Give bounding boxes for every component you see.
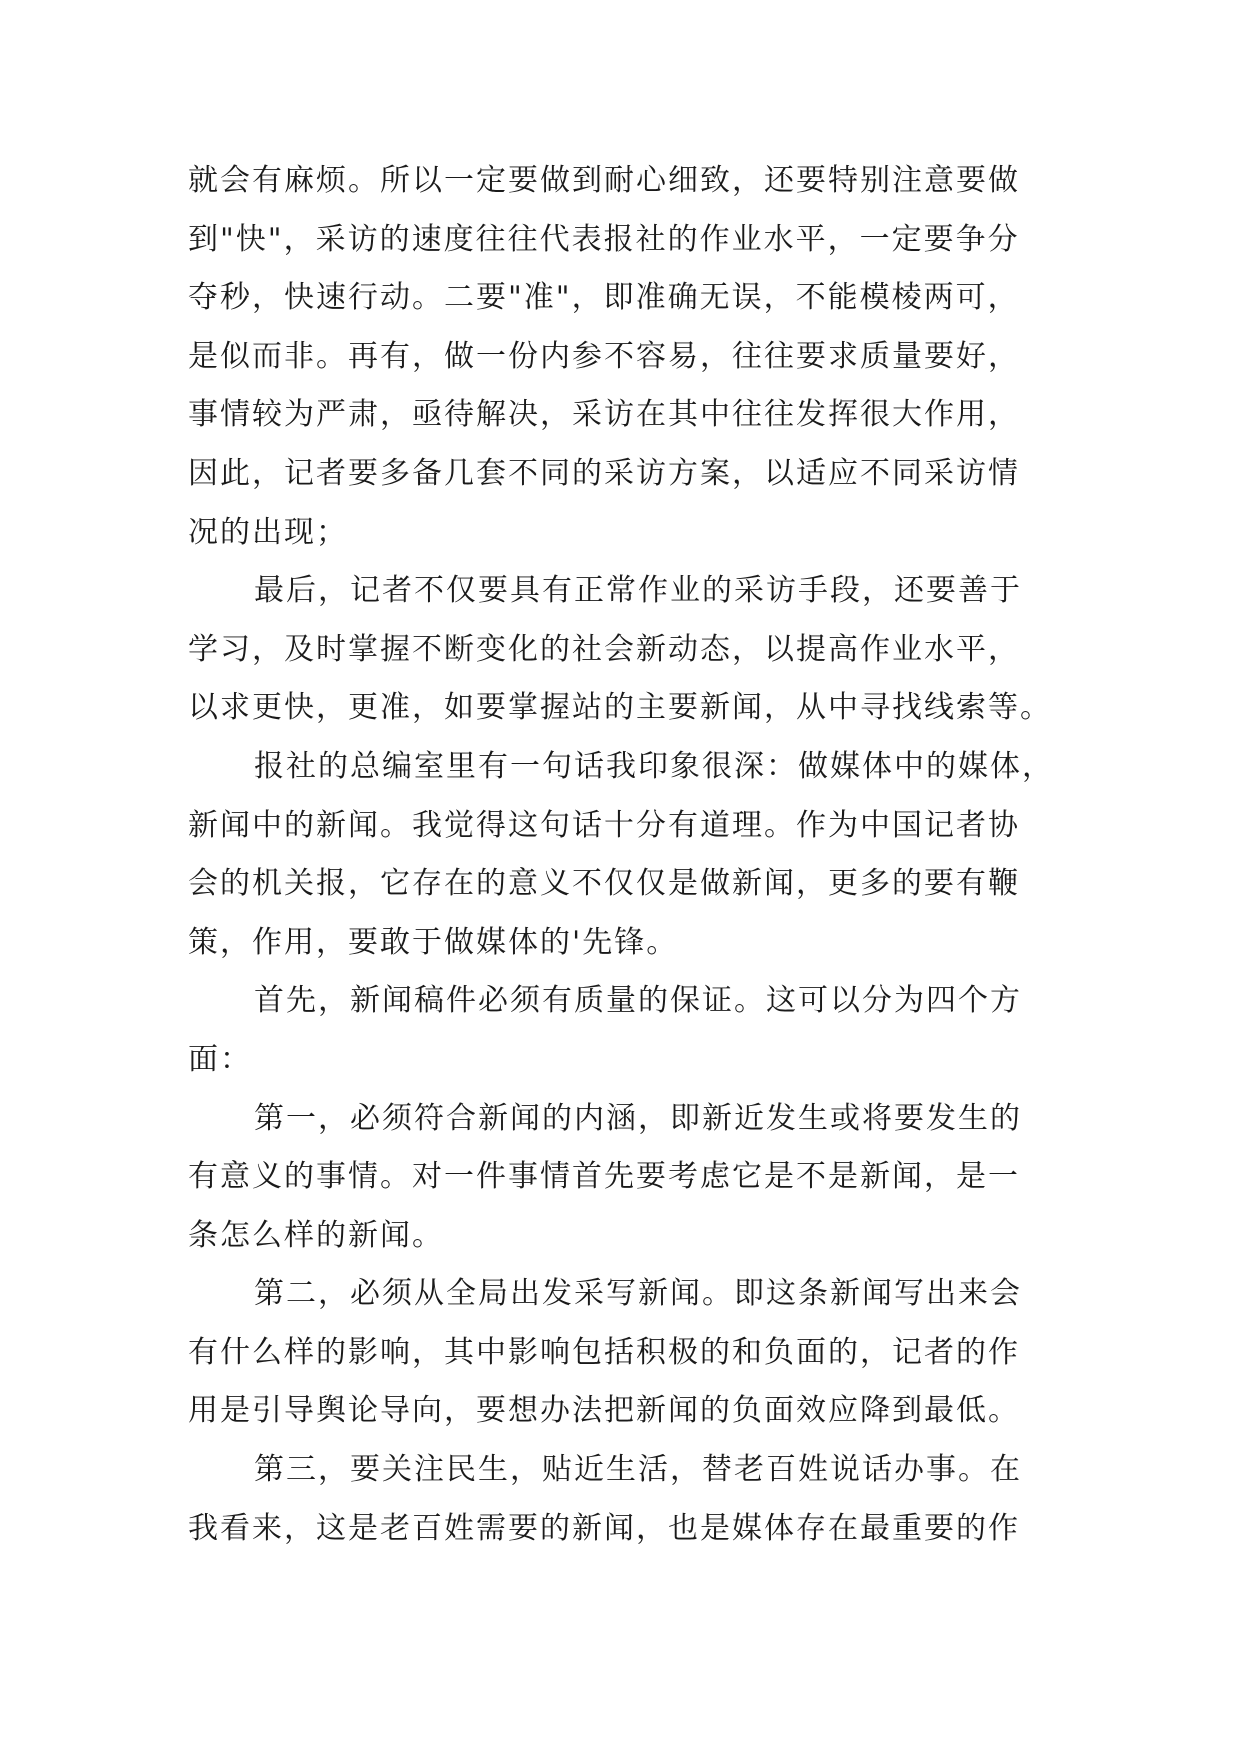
text-line: 新闻中的新闻。我觉得这句话十分有道理。作为中国记者协 (188, 807, 1020, 843)
text-line: 学习，及时掌握不断变化的社会新动态，以提高作业水平， (188, 631, 1020, 667)
text-line: 用是引导舆论导向，要想办法把新闻的负面效应降到最低。 (188, 1393, 1020, 1429)
text-line: 以求更快，更准，如要掌握站的主要新闻，从中寻找线索等。 (188, 690, 1052, 726)
text-line: 到"快"，采访的速度往往代表报社的作业水平，一定要争分 (188, 221, 1020, 257)
text-line: 第二，必须从全局出发采写新闻。即这条新闻写出来会 (254, 1276, 1022, 1312)
document-body (188, 152, 1068, 1558)
text-line: 事情较为严肃，亟待解决，采访在其中往往发挥很大作用， (188, 397, 1020, 433)
text-line: 有什么样的影响，其中影响包括积极的和负面的，记者的作 (188, 1334, 1020, 1370)
text-line: 有意义的事情。对一件事情首先要考虑它是不是新闻，是一 (188, 1159, 1020, 1195)
text-line: 是似而非。再有，做一份内参不容易，往往要求质量要好， (188, 338, 1020, 374)
text-line: 报社的总编室里有一句话我印象很深：做媒体中的媒体， (254, 748, 1054, 784)
text-line: 第三，要关注民生，贴近生活，替老百姓说话办事。在 (254, 1452, 1022, 1488)
text-line: 夺秒，快速行动。二要"准"，即准确无误，不能模棱两可， (188, 280, 1020, 316)
text-line: 策，作用，要敢于做媒体的'先锋。 (188, 924, 679, 960)
text-line: 因此，记者要多备几套不同的采访方案，以适应不同采访情 (188, 455, 1020, 491)
text-line: 况的出现； (188, 514, 348, 550)
text-line: 第一，必须符合新闻的内涵，即新近发生或将要发生的 (254, 1100, 1022, 1136)
text-line: 首先，新闻稿件必须有质量的保证。这可以分为四个方 (254, 983, 1022, 1019)
text-line: 会的机关报，它存在的意义不仅仅是做新闻，更多的要有鞭 (188, 866, 1020, 902)
text-line: 最后，记者不仅要具有正常作业的采访手段，还要善于 (254, 573, 1022, 609)
text-line: 面： (188, 1041, 252, 1077)
text-line: 我看来，这是老百姓需要的新闻，也是媒体存在最重要的作 (188, 1510, 1020, 1546)
text-line: 条怎么样的新闻。 (188, 1217, 444, 1253)
text-line: 就会有麻烦。所以一定要做到耐心细致，还要特别注意要做 (188, 163, 1020, 198)
